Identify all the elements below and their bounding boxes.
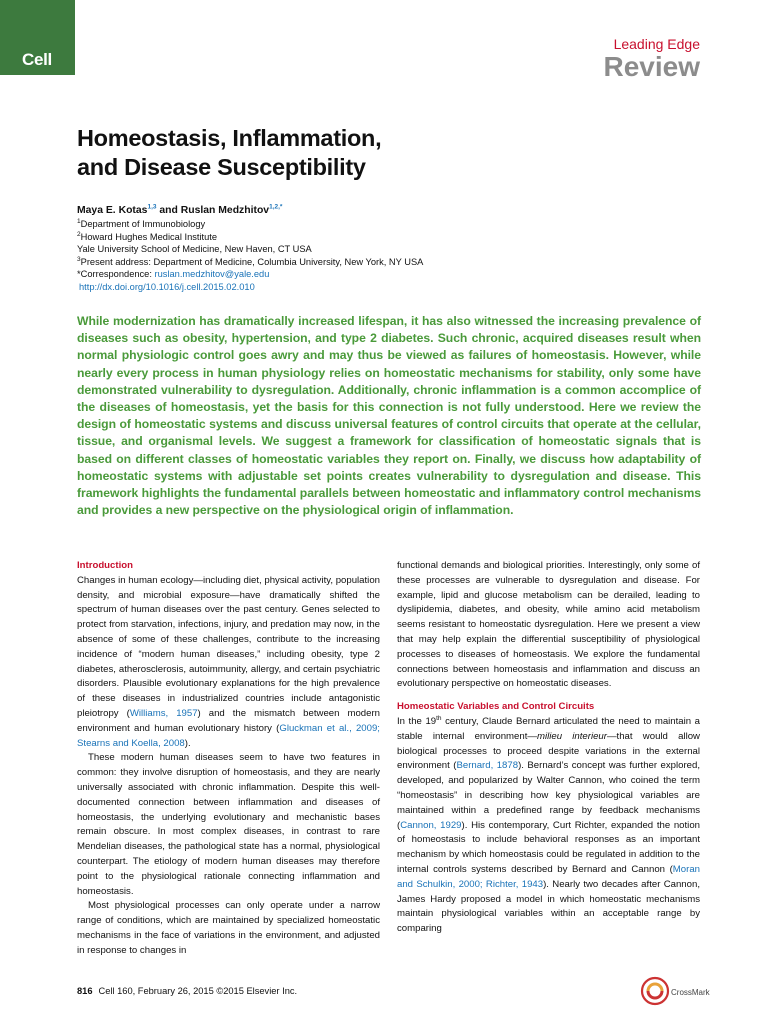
affiliation: Yale University School of Medicine, New Haven, CT USA — [77, 244, 312, 255]
author-name: Maya E. Kotas — [77, 205, 148, 216]
affiliation: Department of Immunobiology — [80, 219, 206, 229]
title-line: and Disease Susceptibility — [77, 154, 366, 180]
right-column — [397, 559, 700, 937]
author-and: and — [156, 205, 181, 216]
citation-link[interactable]: Gluckman et al., 2009; Stearns and Koella, 2008 — [77, 722, 380, 749]
section-heading: Homeostatic Variables and Control Circuits — [397, 701, 595, 713]
doi-link[interactable]: http://dx.doi.org/10.1016/j.cell.2015.02.010 — [79, 281, 255, 292]
author-name: Ruslan Medzhitov — [180, 205, 270, 216]
left-column — [77, 559, 380, 959]
page-footer — [77, 986, 297, 996]
title-line: Homeostasis, Inflammation, — [77, 125, 382, 151]
section-tag — [604, 36, 701, 82]
citation-link[interactable]: Cannon, 1929 — [400, 819, 462, 831]
citation-link[interactable]: Moran and Schulkin, 2000; Richter, 1943 — [397, 863, 700, 890]
journal-citation: Cell 160, February 26, 2015 ©2015 Elsevier Inc. — [98, 986, 298, 996]
affiliation: Howard Hughes Medical Institute — [80, 231, 218, 242]
paragraph: These modern human diseases seem to have two features in common: they involve disruption of homeostasis, and they are nearly universally associated with chronic inflammation. Despite this well-documented connection between inflammation and diseases of homeostasis, the underlying evolutionary and mechanistic bases remain obscure. In most complex diseases, in contrast to rare Mendelian diseases, the pathological state has a normal, physiological counterpart. The etiology of modern human diseases may therefore point to the physiological rationale connecting inflammation and homeostasis. — [77, 752, 380, 897]
paragraph: functional demands and biological priorities. Interestingly, only some of these processes are vulnerable to dysregulation and disease. For example, lipid and glucose metabolism can be derailed, leading to dyslipidemia, diabetes, and obesity, while amino acid metabolism seems resistant to homeostatic dysregulation. Here we present a view that may help explain the differential susceptibility of physiological processes to diseases of homeostasis. We explore the fundamental connections between homeostasis and inflammation and discuss an evolutionary perspective on homeostatic diseases. — [397, 560, 700, 690]
article-type: Review — [603, 51, 700, 82]
crossmark-text: CrossMark — [671, 988, 710, 997]
crossmark-logo[interactable] — [640, 976, 710, 1006]
correspondence-label: *Correspondence: — [77, 269, 155, 280]
article-title — [77, 124, 497, 182]
affil-sup: 2 — [77, 230, 81, 238]
author-list — [77, 204, 282, 218]
journal-logo-text: Cell — [22, 50, 52, 69]
crossmark-icon — [640, 976, 710, 1006]
citation-link[interactable]: Williams, 1957 — [129, 707, 198, 719]
page-number: 816 — [77, 986, 93, 996]
journal-logo — [0, 0, 75, 75]
author-sup[interactable]: 1,2,* — [269, 203, 283, 211]
affil-sup: 3 — [77, 255, 81, 263]
affiliations — [77, 218, 423, 294]
email-link[interactable]: ruslan.medzhitov@yale.edu — [154, 269, 270, 280]
affil-sup: 1 — [77, 217, 81, 225]
citation-link[interactable]: Bernard, 1878 — [456, 760, 519, 772]
paragraph: Changes in human ecology—including diet, physical activity, population density, and microbial exposure—have dramatically shifted the spectrum of human diseases over the past century. Genes selected to protect from starvation, infections, injury, and predation may now, in the absence of some of these challenges, contribute to the increasing incidence of “modern human diseases,” including obesity, type 2 diabetes, atherosclerosis, autoimmunity, allergy, and certain psychiatric disorders. Plausible evolutionary explanations for the high prevalence of these diseases in industrialized countries include antagonistic pleiotropy (Williams, 1957) and the mismatch between modern environment and human evolutionary history (Gluckman et al., 2009; Stearns and Koella, 2008). — [77, 574, 380, 749]
affiliation: Present address: Department of Medicine, Columbia University, New York, NY USA — [80, 256, 424, 267]
paragraph: In the 19th century, Claude Bernard articulated the need to maintain a stable internal environment—milieu interieur—that would allow biological processes to proceed despite variations in the external environment (Bernard, 1878). Bernard’s concept was further explored, developed, and popularized by Walter Cannon, who coined the term “homeostasis” in describing how key physiological variables are maintained within a predefined range by feedback mechanisms (Cannon, 1929). His contemporary, Curt Richter, expanded the notion of homeostasis to include behavioral responses as an important mechanism by which homeostasis could be regulated in addition to the internal controls systems described by Bernard and Cannon (Moran and Schulkin, 2000; Richter, 1943). Nearly two decades after Cannon, James Hardy proposed a model in which homeostatic mechanisms maintain physiological variables within an acceptable range by comparing — [397, 714, 701, 935]
paragraph: Most physiological processes can only operate under a narrow range of conditions, which are maintained by specialized homeostatic mechanisms in the face of variations in the environment, and adjusted in response to changes in — [77, 900, 380, 956]
abstract: While modernization has dramatically increased lifespan, it has also witnessed the increasing prevalence of diseases such as obesity, hypertension, and type 2 diabetes. Such chronic, acquired diseases result when normal physiologic control goes awry and may thus be viewed as failures of homeostasis. However, while nearly every process in human physiology relies on homeostatic mechanisms for stability, only some have demonstrated vulnerability to dysregulation. Additionally, chronic inflammation is a common accomplice of the diseases of homeostasis, yet the basis for this connection is not fully understood. Here we review the design of homeostatic systems and discuss universal features of control circuits that operate at the cellular, tissue, and organismal levels. We suggest a framework for classification of homeostatic signals that is based on different classes of homeostatic variables they report on. Finally, we discuss how adaptability of homeostatic systems with adjustable set points creates vulnerability to dysregulation and disease. This framework highlights the fundamental parallels between homeostatic and inflammatory control mechanisms and provides a new perspective on the physiological origin of inflammation. — [77, 314, 701, 518]
author-sup[interactable]: 1,3 — [147, 203, 157, 211]
section-label: Leading Edge — [613, 36, 700, 52]
section-heading: Introduction — [77, 560, 133, 571]
